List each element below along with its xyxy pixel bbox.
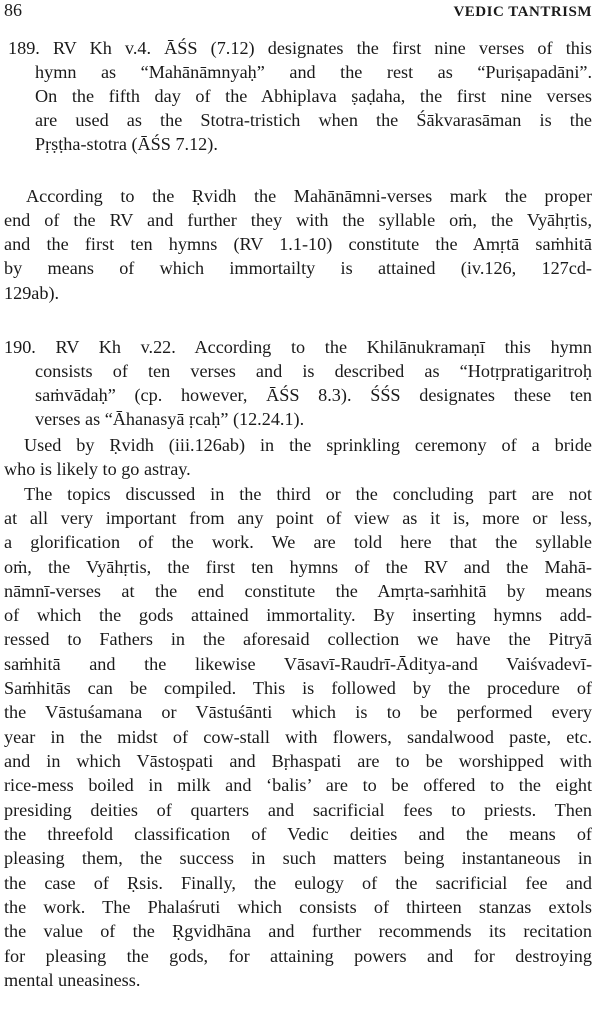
- running-title: VEDIC TANTRISM: [453, 4, 592, 20]
- running-head: [4, 0, 592, 24]
- text-line: the work. The Phalaśruti which consists of thirteen stanzas extols: [4, 897, 592, 917]
- text-line: end of the RV and further they with the syllable oṁ, the Vyāhṛtis,: [4, 210, 592, 230]
- text-line: and in which Vāstoṣpati and Bṛhaspati are to be worshipped with: [4, 751, 592, 771]
- text-line: for pleasing the gods, for attaining powers and for destroying: [4, 946, 592, 966]
- text-line: saṁvādaḥ” (cp. however, ĀŚS 8.3). ŚŚS designates these ten: [35, 385, 592, 405]
- text-line: nāmnī-verses at the end constitute the Amṛta-saṁhitā by means: [4, 581, 592, 601]
- text-line: hymn as “Mahānāmnyaḥ” and the rest as “Puriṣapadāni”.: [35, 62, 592, 82]
- text-line: Used by Ṛvidh (iii.126ab) in the sprinkling ceremony of a bride: [24, 435, 592, 455]
- text-line: verses as “Āhanasyā ṛcaḥ” (12.24.1).: [35, 409, 305, 429]
- text-line: 129ab).: [4, 283, 60, 303]
- text-line: the case of Ṛsis. Finally, the eulogy of the sacrificial fee and: [4, 873, 592, 893]
- text-line: who is likely to go astray.: [4, 459, 191, 479]
- text-line: rice-mess boiled in milk and ‘balis’ are to be offered to the eight: [4, 775, 592, 795]
- text-line: presiding deities of quarters and sacrificial fees to priests. Then: [4, 800, 592, 820]
- text-line: 189. RV Kh v.4. ĀŚS (7.12) designates the first nine verses of this: [8, 38, 592, 58]
- text-line: are used as the Stotra-tristich when the Śākvarasāman is the: [35, 110, 592, 130]
- text-line: 190. RV Kh v.22. According to the Khilānukramaṇī this hymn: [4, 337, 592, 357]
- text-line: by means of which immortailty is attained (iv.126, 127cd-: [4, 258, 592, 278]
- text-line: consists of ten verses and is described as “Hotṛpratigaritroḥ: [35, 361, 592, 381]
- text-line: The topics discussed in the third or the concluding part are not: [24, 484, 592, 504]
- text-line: a glorification of the work. We are told here that the syllable: [4, 532, 592, 552]
- text-line: ressed to Fathers in the aforesaid collection we have the Pitryā: [4, 629, 592, 649]
- text-line: and the first ten hymns (RV 1.1-10) constitute the Amṛtā saṁhitā: [4, 234, 592, 254]
- text-line: On the fifth day of the Abhiplava ṣaḍaha, the first nine verses: [35, 86, 592, 106]
- text-line: the threefold classification of Vedic deities and the means of: [4, 824, 592, 844]
- text-line: Saṁhitās can be compiled. This is followed by the procedure of: [4, 678, 592, 698]
- text-line: year in the midst of cow-stall with flowers, sandalwood paste, etc.: [4, 727, 592, 747]
- text-line: at all very important from any point of view as it is, more or less,: [4, 508, 592, 528]
- text-line: Pṛṣṭha-stotra (ĀŚS 7.12).: [35, 134, 218, 154]
- text-line: the value of the Ṛgvidhāna and further recommends its recitation: [4, 921, 592, 941]
- text-line: saṁhitā and the likewise Vāsavī-Raudrī-Āditya-and Vaiśvadevī-: [4, 654, 592, 674]
- text-line: According to the Ṛvidh the Mahānāmni-verses mark the proper: [26, 186, 592, 206]
- page-number: 86: [4, 0, 22, 20]
- text-line: the Vāstuśamana or Vāstuśānti which is to be performed every: [4, 702, 592, 722]
- text-line: of which the gods attained immortality. By inserting hymns add-: [4, 605, 592, 625]
- text-line: oṁ, the Vyāhṛtis, the first ten hymns of the RV and the Mahā-: [4, 557, 592, 577]
- text-line: mental uneasiness.: [4, 970, 141, 990]
- text-line: pleasing them, the success in such matters being instantaneous in: [4, 848, 592, 868]
